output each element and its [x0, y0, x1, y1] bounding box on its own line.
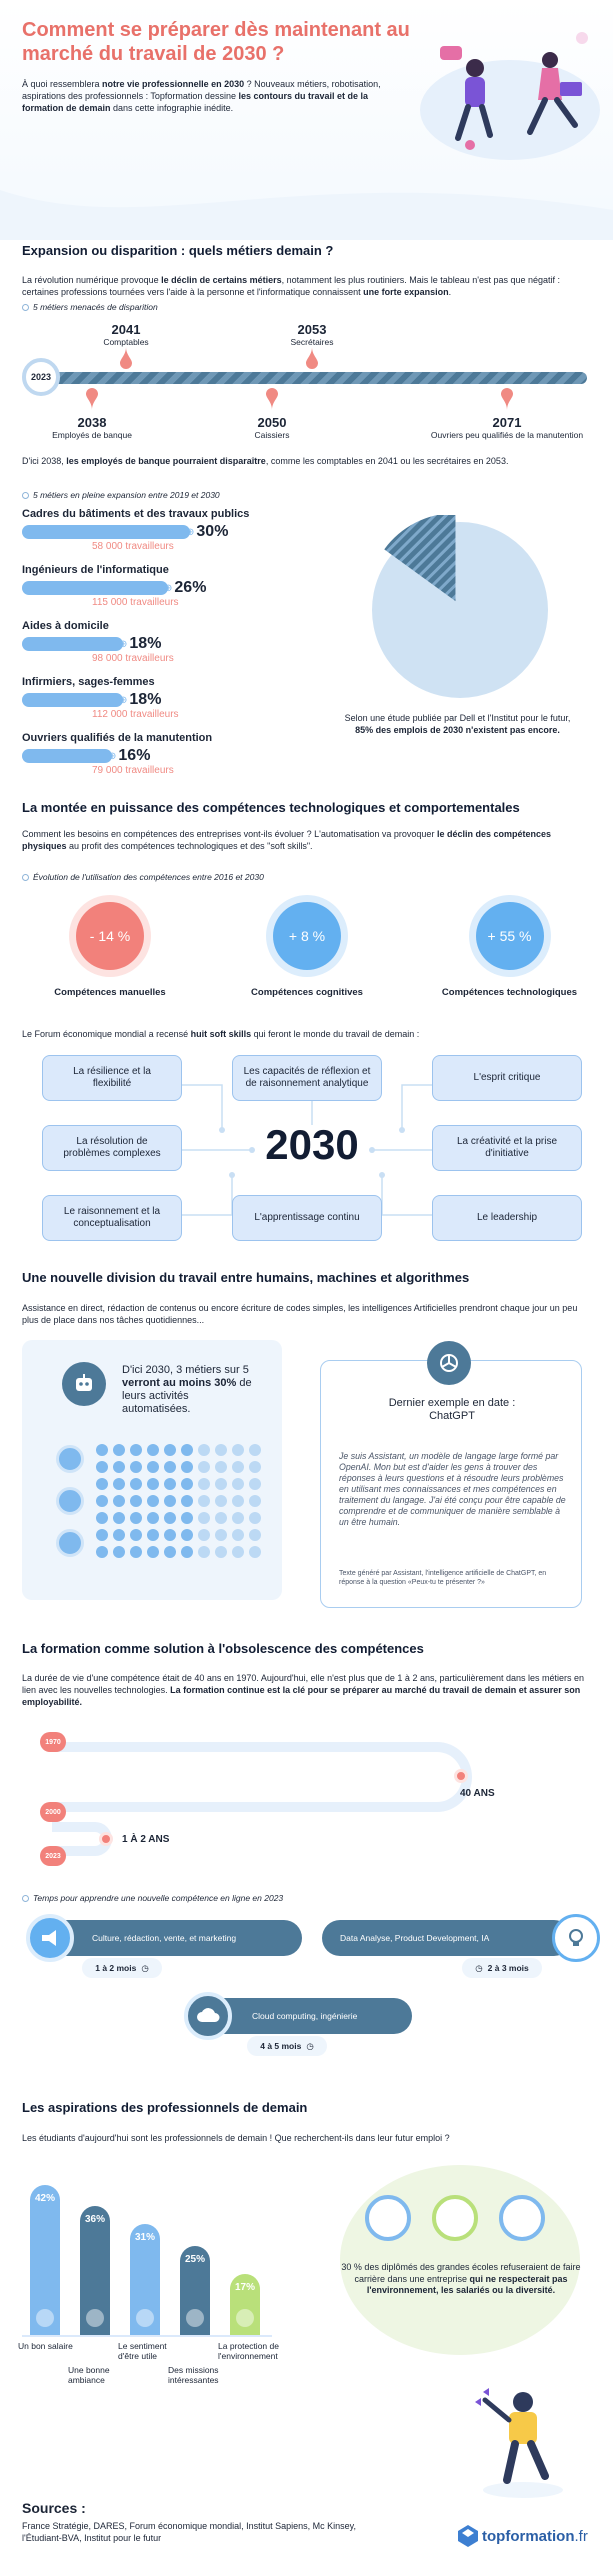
person-dot — [215, 1478, 227, 1490]
person-dot — [96, 1478, 108, 1490]
pie-caption: Selon une étude publiée par Dell et l'Institut pour le futur, 85% des emplois de 2030 n'existent pas encore. — [344, 713, 571, 735]
growth-item: Aides à domicile ⊕ 18% 98 000 travailleurs — [22, 620, 174, 664]
skill-leadership: Le leadership — [432, 1195, 582, 1241]
chart-baseline — [22, 2335, 272, 2337]
bullet-icon — [22, 492, 29, 499]
person-dot — [113, 1495, 125, 1507]
s3-title: Une nouvelle division du travail entre humains, machines et algorithmes — [22, 1270, 470, 1285]
timeline-mark-2038: 2038 Employés de banque — [42, 388, 142, 440]
person-dot — [215, 1529, 227, 1541]
person-dot — [164, 1529, 176, 1541]
plus-icon: ⊕ — [164, 582, 173, 594]
clock-icon: ◷ — [141, 1962, 149, 1973]
pie-85-chart — [365, 515, 555, 705]
chatgpt-quote-note: Texte généré par Assistant, l'intelligence artificielle de ChatGPT, en réponse à la question «Peux-tu te présenter ?» — [339, 1570, 547, 1586]
growth-item: Infirmiers, sages-femmes ⊕ 18% 112 000 travailleurs — [22, 676, 179, 720]
person-dot — [147, 1512, 159, 1524]
statement-text: 30 % des diplômés des grandes écoles refuseraient de faire carrière dans une entreprise qui ne respecterait pas l'environnement, les salariés ou la diversité. — [341, 2262, 581, 2295]
person-dot — [249, 1478, 261, 1490]
drop-marker-icon — [500, 388, 514, 410]
avatar — [56, 1529, 84, 1557]
chatgpt-card — [320, 1360, 582, 1608]
person-dot — [164, 1461, 176, 1473]
person-dot — [96, 1461, 108, 1473]
circle-cognitive: + 8 % Compétences cognitives — [237, 895, 377, 998]
avatars-column — [56, 1445, 84, 1557]
learning-times — [22, 1920, 594, 2060]
automation-card — [22, 1340, 282, 1600]
person-dot — [147, 1478, 159, 1490]
person-dot — [147, 1444, 159, 1456]
person-dot — [198, 1529, 210, 1541]
duration-2-3-mois: ◷ 2 à 3 mois — [462, 1958, 542, 1978]
aspiration-label: Une bonne ambiance — [68, 2365, 110, 2385]
person-dot — [113, 1512, 125, 1524]
timeline-mark-2050: 2050 Caissiers — [232, 388, 312, 440]
person-dot — [249, 1495, 261, 1507]
s1-title: Expansion ou disparition : quels métiers demain ? — [22, 243, 334, 258]
person-dot — [164, 1478, 176, 1490]
person-dot — [249, 1546, 261, 1558]
person-dot — [215, 1512, 227, 1524]
growth-item: Cadres du bâtiments et des travaux publics ⊕ 30% 58 000 travailleurs — [22, 508, 250, 552]
aspiration-pct: 42% — [34, 2193, 55, 2204]
aspiration-pct: 36% — [84, 2214, 105, 2225]
soft-skills-board — [22, 1045, 594, 1245]
person-dot — [198, 1495, 210, 1507]
plus-icon: ⊕ — [186, 526, 195, 538]
pill-cloud: Cloud computing, ingénierie — [192, 1998, 412, 2034]
bullet-icon — [22, 1895, 29, 1902]
person-dot — [96, 1546, 108, 1558]
cloud-icon — [184, 1992, 232, 2040]
circle-manual: - 14 % Compétences manuelles — [40, 895, 180, 998]
person-dot — [198, 1461, 210, 1473]
person-dot — [164, 1512, 176, 1524]
growth-item: Ingénieurs de l'informatique ⊕ 26% 115 000 travailleurs — [22, 564, 207, 608]
duration-4-5-mois: 4 à 5 mois ◷ — [247, 2036, 327, 2056]
s3-intro: Assistance en direct, rédaction de contenus ou encore écriture de codes simples, les intelligences Artificielles prendront chaque jour un peu plus de place dans nos tâches quotidiennes... — [22, 1303, 578, 1325]
person-dot — [113, 1546, 125, 1558]
skill-critical: L'esprit critique — [432, 1055, 582, 1101]
aspiration-label: Des missions intéressantes — [168, 2365, 219, 2385]
statement-avatars — [365, 2195, 545, 2245]
automation-text: D'ici 2030, 3 métiers sur 5 verront au moins 30% de leurs activités automatisées. — [122, 1364, 252, 1415]
person-dot — [113, 1461, 125, 1473]
person-dot — [147, 1461, 159, 1473]
person-dot — [181, 1444, 193, 1456]
span-dot — [454, 1769, 468, 1783]
person-dot — [198, 1546, 210, 1558]
person-dot — [147, 1529, 159, 1541]
megaphone-icon — [26, 1914, 74, 1962]
person-dot — [181, 1461, 193, 1473]
growth-bar — [22, 581, 168, 595]
aspiration-label: Le sentiment d'être utile — [118, 2341, 167, 2361]
s4-title: La formation comme solution à l'obsolescence des compétences — [22, 1641, 424, 1656]
person-dot — [147, 1546, 159, 1558]
person-dot — [215, 1461, 227, 1473]
person-dot — [130, 1495, 142, 1507]
s5-title: Les aspirations des professionnels de demain — [22, 2100, 308, 2115]
threat-label: 5 métiers menacés de disparition — [22, 302, 158, 312]
timeline-mark-2041: 2041 Comptables — [86, 322, 166, 374]
person-dot — [232, 1512, 244, 1524]
person-dot — [232, 1461, 244, 1473]
logo-icon — [458, 2525, 478, 2547]
person-dot — [181, 1512, 193, 1524]
aspiration-pct: 17% — [234, 2282, 255, 2293]
chatgpt-icon — [427, 1341, 471, 1385]
skill-circles — [22, 895, 594, 1015]
growth-bar — [22, 693, 123, 707]
drop-marker-icon — [85, 388, 99, 410]
growth-label: 5 métiers en pleine expansion entre 2019 et 2030 — [22, 490, 220, 500]
avatar — [56, 1487, 84, 1515]
avatar — [365, 2195, 411, 2241]
person-dot — [215, 1495, 227, 1507]
growth-bar — [22, 637, 123, 651]
growth-item: Ouvriers qualifiés de la manutention ⊕ 16% 79 000 travailleurs — [22, 732, 213, 776]
year-pin-1970: 1970 — [40, 1732, 66, 1752]
people-grid — [94, 1442, 264, 1560]
chatgpt-title: Dernier exemple en date : ChatGPT — [388, 1397, 516, 1422]
person-dot — [96, 1495, 108, 1507]
span-dot — [99, 1832, 113, 1846]
statement-blob — [340, 2165, 580, 2355]
aspiration-icon — [186, 2309, 204, 2327]
person-dot — [164, 1495, 176, 1507]
year-pin-2000: 2000 — [40, 1802, 66, 1822]
sources-title: Sources : — [22, 2500, 86, 2516]
duration-1-2-mois: 1 à 2 mois ◷ — [82, 1958, 162, 1978]
aspiration-pct: 25% — [184, 2254, 205, 2265]
person-dot — [130, 1512, 142, 1524]
skill-creativity: La créativité et la prise d'initiative — [432, 1125, 582, 1171]
aspirations-chart — [18, 2160, 290, 2390]
circle-tech: + 55 % Compétences technologiques — [432, 895, 587, 998]
s2-intro: Comment les besoins en compétences des entreprises vont-ils évoluer ? L'automatisation va provoquer le déclin des compétences physiques au profit des compétences technologiques et des "soft skills". — [22, 829, 551, 851]
evo-label: Évolution de l'utilisation des compétences entre 2016 et 2030 — [22, 872, 264, 882]
person-dot — [232, 1529, 244, 1541]
s1-intro: La révolution numérique provoque le déclin de certains métiers, notamment les plus routiniers. Mais le tableau n'est pas que négatif : certaines professions tournées vers l'aide à la personne et l'informatique connaissent une forte expansion. — [22, 275, 561, 297]
person-dot — [96, 1444, 108, 1456]
person-dot — [249, 1444, 261, 1456]
aspiration-icon — [236, 2309, 254, 2327]
avatar — [56, 1445, 84, 1473]
avatar — [432, 2195, 478, 2241]
skill-reasoning: Le raisonnement et la conceptualisation — [42, 1195, 182, 1241]
person-dot — [232, 1546, 244, 1558]
bullet-icon — [22, 304, 29, 311]
s1-note: D'ici 2038, les employés de banque pourraient disparaître, comme les comptables en 2041 ou les secrétaires en 2053. — [22, 456, 509, 466]
person-dot — [164, 1444, 176, 1456]
plus-icon: ⊕ — [119, 694, 128, 706]
clock-icon: ◷ — [306, 2040, 314, 2051]
span-line-long — [52, 1742, 472, 1812]
header-intro: À quoi ressemblera notre vie professionnelle en 2030 ? Nouveaux métiers, robotisation, aspirations des professionnels : Topformation dessine les contours du travail et de la formation de demain dans cette infographie inédite. — [22, 79, 381, 113]
person-dot — [130, 1444, 142, 1456]
person-illustration — [465, 2380, 575, 2505]
aspiration-label: Un bon salaire — [18, 2341, 73, 2351]
person-dot — [130, 1478, 142, 1490]
drop-marker-icon — [119, 347, 133, 369]
person-dot — [181, 1495, 193, 1507]
growth-list — [22, 508, 322, 783]
person-dot — [113, 1444, 125, 1456]
person-dot — [249, 1529, 261, 1541]
person-dot — [113, 1478, 125, 1490]
person-dot — [198, 1478, 210, 1490]
person-dot — [232, 1495, 244, 1507]
person-dot — [130, 1461, 142, 1473]
person-dot — [249, 1461, 261, 1473]
person-dot — [147, 1495, 159, 1507]
growth-bar — [22, 749, 112, 763]
skill-continuous-learning: L'apprentissage continu — [232, 1195, 382, 1241]
aspiration-icon — [36, 2309, 54, 2327]
aspiration-icon — [86, 2309, 104, 2327]
person-dot — [164, 1546, 176, 1558]
person-dot — [232, 1478, 244, 1490]
avatar — [499, 2195, 545, 2241]
span-long-label: 40 ANS — [460, 1788, 495, 1799]
pill-culture: Culture, rédaction, vente, et marketing — [32, 1920, 302, 1956]
chatgpt-quote: Je suis Assistant, un modèle de langage large formé par OpenAI. Mon but est d'aider les gens à trouver des réponses à leurs questions et à résoudre leurs problèmes en utilisant mes connaissances et mes compétences en traitement du langage. J'ai été conçu pour être capable de comprendre et de communiquer de manière semblable à un être humain. — [339, 1451, 566, 1527]
bulb-icon — [552, 1914, 600, 1962]
timeline-mark-2071: 2071 Ouvriers peu qualifiés de la manutention — [417, 388, 597, 440]
person-dot — [181, 1478, 193, 1490]
plus-icon: ⊕ — [119, 638, 128, 650]
person-dot — [181, 1546, 193, 1558]
person-dot — [249, 1512, 261, 1524]
s5-intro: Les étudiants d'aujourd'hui sont les professionnels de demain ! Que recherchent-ils dans leur futur emploi ? — [22, 2133, 450, 2143]
aspiration-pct: 31% — [134, 2232, 155, 2243]
span-short-label: 1 À 2 ANS — [122, 1834, 170, 1845]
person-dot — [96, 1529, 108, 1541]
pill-data: Data Analyse, Product Development, IA — [322, 1920, 572, 1956]
time-label: Temps pour apprendre une nouvelle compétence en ligne en 2023 — [22, 1893, 283, 1903]
s4-intro: La durée de vie d'une compétence était de 40 ans en 1970. Aujourd'hui, elle n'est plus que de 1 à 2 ans, particulièrement dans les métiers en lien avec les nouvelles technologies. La formation continue est la clé pour se préparer au marché du travail de demain et assurer son employabilité. — [22, 1673, 585, 1707]
bullet-icon — [22, 874, 29, 881]
growth-bar — [22, 525, 190, 539]
year-2030: 2030 — [265, 1121, 359, 1168]
forum-text: Le Forum économique mondial a recensé huit soft skills qui feront le monde du travail de demain : — [22, 1029, 420, 1039]
drop-marker-icon — [305, 347, 319, 369]
sources-text: France Stratégie, DARES, Forum économique mondial, Institut Sapiens, Mc Kinsey, l'Étudiant-BVA, Institut pour le futur — [22, 2521, 356, 2543]
person-dot — [198, 1444, 210, 1456]
person-dot — [113, 1529, 125, 1541]
brand-logo[interactable]: topformation .fr — [458, 2525, 588, 2547]
person-dot — [96, 1512, 108, 1524]
person-dot — [130, 1546, 142, 1558]
person-dot — [181, 1529, 193, 1541]
person-dot — [232, 1444, 244, 1456]
drop-marker-icon — [265, 388, 279, 410]
page-title: Comment se préparer dès maintenant au marché du travail de 2030 ? — [22, 19, 410, 65]
person-dot — [198, 1512, 210, 1524]
threat-timeline — [22, 322, 594, 462]
person-dot — [130, 1529, 142, 1541]
skill-problem-solving: La résolution de problèmes complexes — [42, 1125, 182, 1171]
aspiration-label: La protection de l'environnement — [218, 2341, 279, 2361]
skill-resilience: La résilience et la flexibilité — [42, 1055, 182, 1101]
skill-analytical: Les capacités de réflexion et de raisonnement analytique — [232, 1055, 382, 1101]
person-dot — [215, 1444, 227, 1456]
s2-title: La montée en puissance des compétences technologiques et comportementales — [22, 800, 520, 815]
plus-icon: ⊕ — [108, 750, 117, 762]
timeline-mark-2053: 2053 Secrétaires — [272, 322, 352, 374]
robot-icon — [62, 1362, 106, 1406]
aspiration-icon — [136, 2309, 154, 2327]
timeline-start: 2023 — [22, 358, 60, 396]
clock-icon: ◷ — [475, 1962, 483, 1973]
person-dot — [215, 1546, 227, 1558]
obsolescence-chart — [22, 1720, 594, 1870]
header-illustration — [410, 20, 600, 170]
year-pin-2023: 2023 — [40, 1846, 66, 1866]
